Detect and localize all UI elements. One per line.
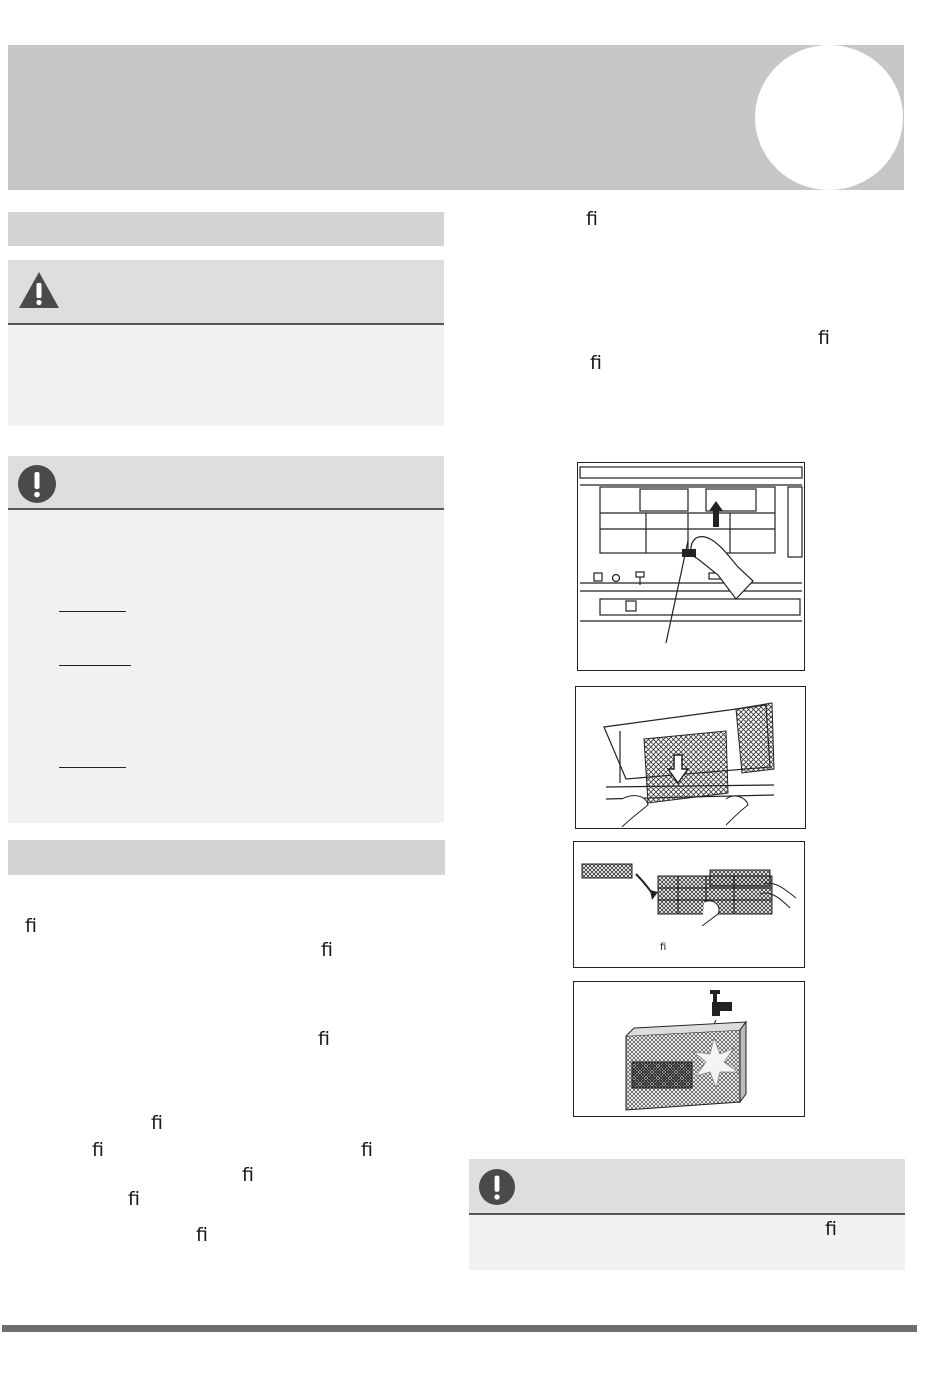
ligature-glyph: ﬁ xyxy=(586,208,598,230)
ligature-glyph: ﬁ xyxy=(151,1112,163,1134)
figure-pull-filter-down xyxy=(575,686,806,829)
ligature-glyph: ﬁ xyxy=(25,915,37,937)
ligature-glyph: ﬁ xyxy=(818,327,830,349)
underline-2 xyxy=(59,665,131,666)
figure-open-panel-filter-lift xyxy=(577,462,805,671)
ligature-glyph: ﬁ xyxy=(318,1028,330,1050)
notice-panel-2-header xyxy=(469,1159,905,1215)
warning-panel xyxy=(8,260,444,426)
warning-triangle-icon xyxy=(17,270,61,310)
figure-wash-filter xyxy=(573,981,805,1117)
exclamation-circle-icon xyxy=(478,1168,516,1206)
underline-3 xyxy=(59,767,126,768)
chapter-badge xyxy=(755,45,903,190)
ligature-glyph: ﬁ xyxy=(128,1188,140,1210)
exclamation-circle-icon xyxy=(17,464,57,504)
ligature-glyph: ﬁ xyxy=(361,1139,373,1161)
warning-panel-header xyxy=(8,260,444,325)
ligature-glyph: ﬁ xyxy=(92,1139,104,1161)
ligature-glyph: ﬁ xyxy=(196,1224,208,1246)
section-heading-bar-2 xyxy=(8,840,445,875)
ligature-glyph: ﬁ xyxy=(321,939,333,961)
section-heading-bar xyxy=(8,212,444,246)
notice-panel-2 xyxy=(469,1159,905,1270)
ligature-glyph: ﬁ xyxy=(590,352,602,374)
ligature-glyph: ﬁ xyxy=(660,942,667,953)
ligature-glyph: ﬁ xyxy=(825,1218,837,1240)
notice-panel xyxy=(8,456,444,823)
figure-attach-filter xyxy=(573,841,805,968)
underline-1 xyxy=(59,611,126,612)
ligature-glyph: ﬁ xyxy=(242,1164,254,1186)
notice-panel-header xyxy=(8,456,444,510)
footer-rule xyxy=(2,1325,917,1332)
